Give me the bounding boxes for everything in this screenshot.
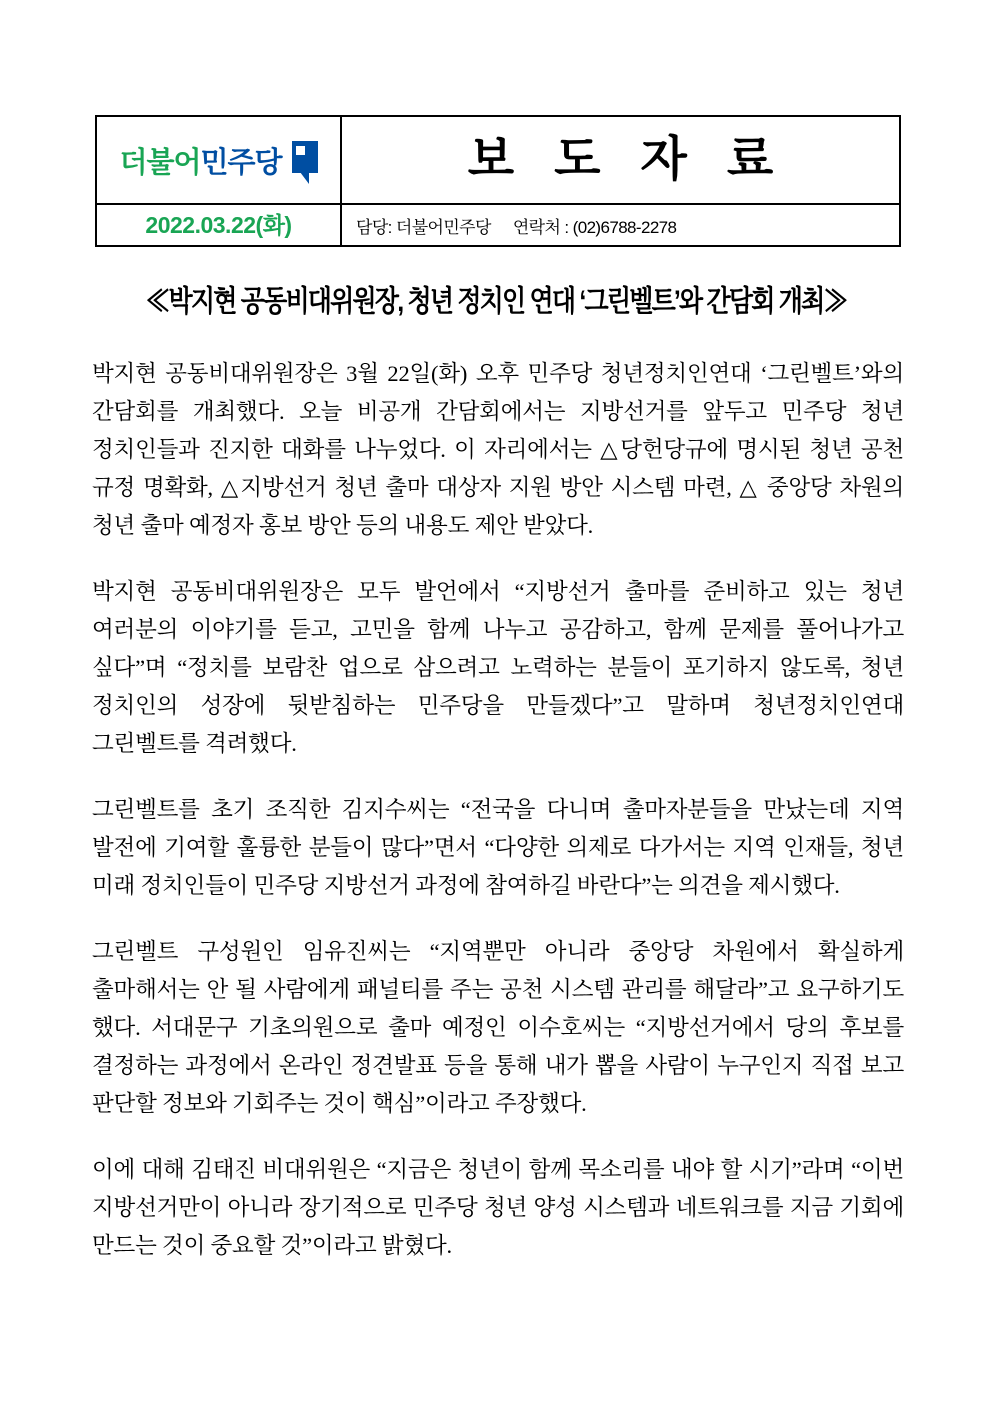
party-name-part2: 민주당 xyxy=(200,146,282,179)
paragraph: 박지현 공동비대위원장은 3월 22일(화) 오후 민주당 청년정치인연대 ‘그린벨트’와의 간담회를 개최했다. 오늘 비공개 간담회에서는 지방선거를 앞두고 민주당 청년 정치인들과 진지한 대화를 나누었다. 이 자리에서는 △당헌당규에 명시된 청년 공천 규정 명확화, △지방선거 청년 출마 대상자 지원 방안 시스템 마련, △ 중앙당 차원의 청년 출마 예정자 홍보 방안 등의 내용도 제안 받았다. xyxy=(92,361,904,538)
paragraph: 그린벨트를 초기 조직한 김지수씨는 “전국을 다니며 출마자분들을 만났는데 지역 발전에 기여할 훌륭한 분들이 많다”면서 “다양한 의제로 다가서는 지역 인재들, 청년 미래 정치인들이 민주당 지방선거 과정에 참여하길 바란다”는 의견을 제시했다. xyxy=(92,797,904,898)
paragraph: 이에 대해 김태진 비대위원은 “지금은 청년이 함께 목소리를 내야 할 시기”라며 “이번 지방선거만이 아니라 장기적으로 민주당 청년 양성 시스템과 네트워크를 지금 기회에 만드는 것이 중요할 것”이라고 밝혔다. xyxy=(92,1157,904,1258)
contact-owner: 담당: 더불어민주당 xyxy=(356,217,491,237)
paragraph: 그린벨트 구성원인 임유진씨는 “지역뿐만 아니라 중앙당 차원에서 확실하게 출마해서는 안 될 사람에게 패널티를 주는 공천 시스템 관리를 해달라”고 요구하기도 했다. 서대문구 기초의원으로 출마 예정인 이수호씨는 “지방선거에서 당의 후보를 결정하는 과정에서 온라인 정견발표 등을 통해 내가 뽑을 사람이 누구인지 직접 보고 판단할 정보와 기회주는 것이 핵심”이라고 주장했다. xyxy=(92,939,904,1116)
contact-phone: 연락처 : (02)6788-2278 xyxy=(512,217,677,237)
party-logo-text xyxy=(119,146,282,179)
document-title: 보 도 자 료 xyxy=(467,133,788,186)
party-name-part1: 더불어 xyxy=(119,146,201,179)
contact-cell xyxy=(341,204,900,246)
contact-line xyxy=(356,213,899,238)
paragraph: 박지현 공동비대위원장은 모두 발언에서 “지방선거 출마를 준비하고 있는 청년 여러분의 이야기를 듣고, 고민을 함께 나누고 공감하고, 함께 문제를 풀어나가고 싶다”며 “정치를 보람찬 업으로 삼으려고 노력하는 분들이 포기하지 않도록, 청년 정치인의 성장에 뒷받침하는 민주당을 만들겠다”고 말하며 청년정치인연대 그린벨트를 격려했다. xyxy=(92,579,904,756)
democratic-party-mark-icon xyxy=(288,141,318,185)
party-logo xyxy=(97,123,340,203)
document-title-cell xyxy=(341,116,900,204)
body-content xyxy=(92,355,904,1265)
logo-cell xyxy=(96,116,341,204)
date-cell xyxy=(96,204,341,246)
header-table xyxy=(95,115,901,247)
page-title: ≪박지현 공동비대위원장, 청년 정치인 연대 ‘그린벨트’와 간담회 개최≫ xyxy=(145,285,847,319)
release-date: 2022.03.22(화) xyxy=(145,212,292,238)
